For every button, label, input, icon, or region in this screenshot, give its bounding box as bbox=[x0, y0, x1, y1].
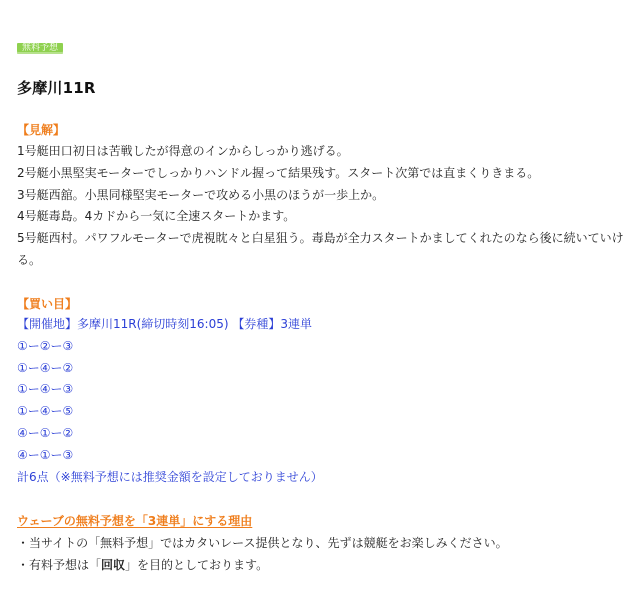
combo-item: ④ー①ー② bbox=[17, 425, 74, 440]
combo-item: ①ー④ー⑤ bbox=[17, 404, 74, 419]
view-line: 2号艇小黒堅実モーターでしっかりハンドル握って結果残す。スタート次第では直まくりきまる。 bbox=[17, 165, 540, 180]
combo-item: ④ー①ー③ bbox=[17, 447, 74, 462]
view-heading: 【見解】 bbox=[17, 123, 66, 137]
view-body bbox=[17, 141, 629, 272]
reason-note bbox=[17, 555, 629, 577]
view-line: 1号艇田口初日は苦戦したが得意のインからしっかり逃げる。 bbox=[17, 144, 349, 158]
combo-item: ①ー④ー③ bbox=[17, 382, 74, 397]
reason-note-post: 」を目的としております。 bbox=[125, 557, 269, 572]
reason-link[interactable]: ウェーブの無料予想を「3連単」にする理由 bbox=[17, 514, 253, 528]
reason-note: ・当サイトの「無料予想」ではカタいレース提供となり、先ずは競艇をお楽しみください。 bbox=[17, 536, 508, 550]
total-points: 計6点（※無料予想には推奨金額を設定しておりません） bbox=[17, 469, 323, 484]
venue-info: 【開催地】多摩川11R(締切時刻16:05) 【券種】3連単 bbox=[17, 317, 313, 331]
view-line: 4号艇毒島。4カドから一気に全速スタートかます。 bbox=[17, 209, 296, 224]
view-line: 3号艇西舘。小黒同様堅実モーターで攻める小黒のほうが一歩上か。 bbox=[17, 187, 385, 202]
free-prediction-badge: 無料予想 bbox=[17, 43, 63, 54]
reason-body bbox=[17, 533, 629, 577]
reason-note-bold: 回収 bbox=[101, 557, 126, 572]
page-title: 多摩川11R bbox=[17, 79, 96, 97]
combo-item: ①ー②ー③ bbox=[17, 338, 74, 353]
view-line: 5号艇西村。パワフルモーターで虎視眈々と白星狙う。毒島が全力スタートかましてくれたのなら後に続いていける。 bbox=[17, 231, 624, 267]
buy-body bbox=[17, 314, 629, 488]
combo-item: ①ー④ー② bbox=[17, 360, 74, 375]
reason-note-pre: ・有料予想は「 bbox=[17, 557, 102, 572]
buy-heading: 【買い目】 bbox=[17, 297, 78, 311]
